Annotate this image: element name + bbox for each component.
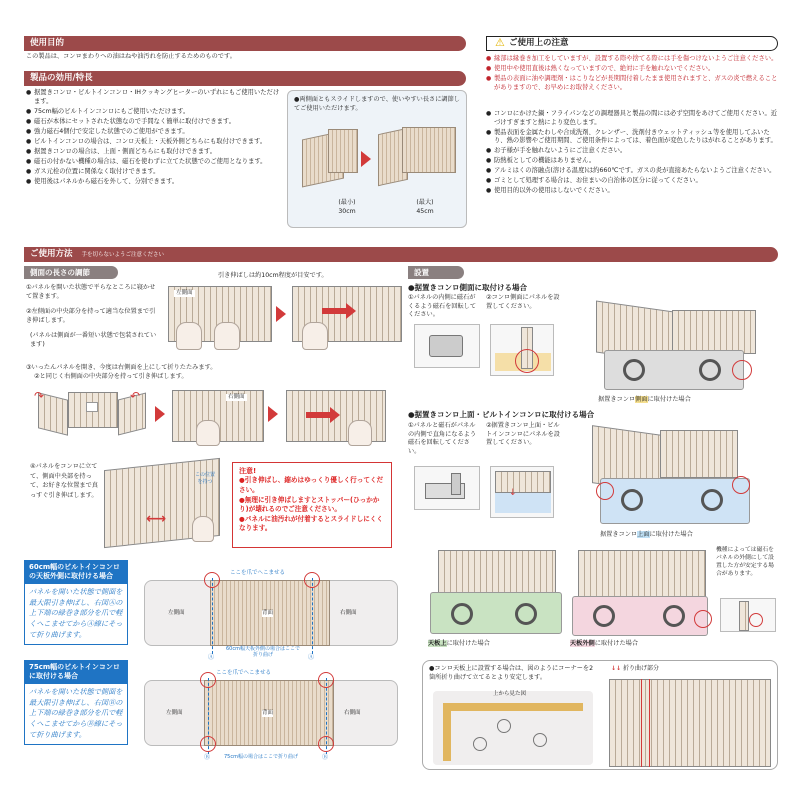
hand-icon — [192, 516, 214, 542]
fold60-circle-top-right — [304, 572, 320, 588]
feature-item: ● ビルトインコンロの場合は、コンロ天板上・天板外側どちらにも取付けできます。 — [26, 138, 280, 147]
max-label: (最大) — [416, 199, 434, 206]
feature-item: ● 据置きコンロ・ビルトインコンロ・IHクッキングヒーターのいずれにもご使用いただけます。 — [26, 89, 280, 106]
top-view-label: 上から見た図 — [493, 691, 527, 697]
caption-highlight: 上面 — [637, 531, 650, 538]
side-mount-photo — [582, 306, 776, 394]
panel-max-back — [402, 127, 456, 173]
pull-arrow-icon — [306, 412, 330, 418]
step2-note: (パネルは側面が一番短い状態で包装されています) — [30, 332, 157, 348]
fold60-text: パネルを開いた状態で側面を最大限引き伸ばし、右図Ⓐの上下端の緑巻き部分を爪で軽くへこませてからⒶ線にそって折り曲げます。 — [29, 586, 123, 640]
fold60-center-label: 背面 — [262, 610, 274, 616]
stove-icon — [604, 350, 744, 390]
magnet-outside-diagram — [720, 598, 776, 632]
caution-list — [486, 110, 778, 197]
fold-part-label — [611, 665, 659, 673]
highlight-circle — [515, 349, 539, 373]
highlight-circle — [732, 360, 752, 380]
install-top-step1: ①パネルと磁石がパネルの内側で直角になるよう磁石を回転してください。 — [408, 422, 477, 456]
magnet-rotated-icon — [451, 473, 461, 495]
step2-illustration-before — [168, 282, 272, 352]
left-side-label: 左側面 — [176, 290, 193, 296]
features-title: 製品の効用/特長 — [30, 73, 93, 83]
hand-icon — [176, 322, 202, 350]
fold75-circle-top-left — [200, 672, 216, 688]
hand-icon — [348, 420, 372, 446]
caution-item: ● お子様が手を触れないようにご注意ください。 — [486, 147, 778, 156]
panel-side-mount-illustration — [490, 324, 554, 376]
stretch-note: 引き伸ばしは約10cm程度が目安です。 — [218, 272, 328, 279]
caution-red-item: ● 使用中や使用直後は熱くなっていますので、絶対に手を触れないでください。 — [486, 65, 778, 74]
slide-note: ●両側面ともスライドしますので、使いやすい長さに調節してご使用いただけます。 — [294, 96, 460, 112]
burner-icon — [621, 489, 643, 511]
fold60-fold-line-left — [212, 578, 213, 654]
step3-fold-illustration — [30, 388, 150, 438]
feature-item: ● 強力磁石4個付で安定した状態でのご使用ができます。 — [26, 128, 280, 137]
side-length-title: 側面の長さの調節 — [30, 268, 90, 277]
howto-title: ご使用方法 — [30, 249, 73, 259]
arrow-right-icon — [268, 406, 278, 422]
fold60-right-label: 右側面 — [340, 610, 357, 616]
builtin-stove-icon — [430, 592, 562, 634]
fold75-mark-left: Ⓑ — [204, 754, 211, 761]
burner-icon — [473, 737, 487, 751]
howto-title-bar — [24, 247, 778, 262]
attention-title: 注意! — [239, 467, 257, 475]
attention-box — [232, 462, 392, 548]
step2-text: ②左側面の中央部分を持って適当な位置まで引き伸ばします。 — [26, 308, 156, 324]
burner-icon — [451, 603, 473, 625]
fold-panel-diagram — [609, 679, 771, 767]
step3-pull-illustration — [286, 386, 386, 448]
caption-part: に取付けた場合 — [446, 640, 490, 647]
caution-title-bar — [486, 36, 778, 51]
panel-top-edge — [443, 703, 583, 711]
fold60-card — [24, 560, 128, 645]
install-title-bar — [408, 266, 464, 279]
down-arrow-icon: ↓ — [509, 488, 517, 498]
pull-arrowhead-icon — [346, 303, 356, 319]
top-mount-photo — [582, 430, 776, 530]
stove-icon — [600, 478, 750, 524]
highlight-circle — [596, 482, 614, 500]
builtin-stove-icon — [572, 596, 708, 636]
burner-icon — [533, 733, 547, 747]
step3b-text: ②と同じく右側面の中央部分を持って引き伸ばします。 — [34, 373, 188, 380]
feature-item: ● 磁石の付かない機種の場合は、磁石を使わずに立てた状態でのご使用となります。 — [26, 158, 280, 167]
fold75-circle-bottom-right — [318, 736, 334, 752]
side-mount-caption — [598, 396, 691, 405]
fold75-text: パネルを開いた状態で側面を最大限引き伸ばし、右図Ⓑの上下端の緑巻き部分を爪で軽くへこませてからⒷ線にそって折り曲げます。 — [29, 686, 123, 740]
caption-part: に取付けた場合 — [594, 640, 639, 647]
install-top-head: ●据置きコンロ上面・ビルトインコンロに取付ける場合 — [408, 410, 595, 419]
burner-icon — [593, 605, 615, 627]
magnet-outside-illustration — [716, 546, 778, 632]
feature-item: ● 使用後はパネルから磁石を外して、分別できます。 — [26, 178, 280, 187]
panel-min-back — [328, 129, 358, 173]
rotate-arrow-icon: ↷ — [34, 389, 45, 403]
center-hint: この位置を持つ — [194, 472, 215, 485]
install-top-step2: ②据置きコンロ上面・ビルトインコンロにパネルを設置してください。 — [486, 422, 560, 447]
fold60-mark-left: Ⓐ — [208, 654, 215, 661]
step3a-text: ③いったんパネルを開き、今度は右側面を上にして折りたたみます。 — [26, 364, 217, 371]
fold60-left-label: 左側面 — [168, 610, 185, 616]
right-side-label: 右側面 — [228, 394, 245, 400]
install-side-step1: ①パネルの内側に磁石がくるよう磁石を回転してください。 — [408, 294, 477, 319]
step4-text: ④パネルをコンロに立てて、側面中央部を持って、お好きな位置まで真っすぐ引き伸ばします。 — [30, 463, 98, 499]
install-side-head: ●据置きコンロ側面に取付ける場合 — [408, 283, 528, 292]
stove-top-icon — [495, 493, 551, 513]
install-side-step2: ②コンロ側面にパネルを設置してください。 — [486, 294, 560, 310]
caution-red-list — [486, 55, 778, 94]
feature-item: ● 据置きコンロの場合は、上面・側面どちらにも取付けできます。 — [26, 148, 280, 157]
purpose-title-bar — [24, 36, 466, 51]
caution-red-item: ● 縁部は縁巻き加工をしていますが、設置する際や捨てる際には手を傷つけないようご注意ください。 — [486, 55, 778, 64]
caution-title: ご使用上の注意 — [509, 38, 569, 48]
pull-arrow-icon — [322, 308, 346, 314]
caution-item: ● 製品表面を金属たわしや合成洗剤、クレンザー、洗剤付きウェットティッシュ等を使用してふいたり、熱の影響やご使用期間、ご使用条件によっては、着色面が変色したりはがれることがあります。 — [486, 129, 778, 146]
magnet-right-angle-illustration — [414, 466, 480, 510]
hand-icon — [302, 322, 328, 350]
burner-icon — [663, 605, 685, 627]
fold60-title: 60cm幅のビルトインコンロの天板外側に取付ける場合 — [25, 561, 127, 584]
builtin-top-photo — [426, 546, 566, 638]
highlight-circle — [732, 476, 750, 494]
panel-edge — [739, 601, 749, 631]
warning-icon: ⚠ — [495, 36, 505, 49]
fold75-title: 75cm幅のビルトインコンロに取付ける場合 — [25, 661, 127, 684]
caption-part: に取付けた場合 — [649, 531, 693, 538]
builtin-outer-photo — [570, 546, 710, 638]
panel-top-mount-illustration — [490, 466, 554, 518]
builtin-outer-caption — [570, 640, 638, 649]
purpose-title: 使用目的 — [30, 38, 65, 48]
panel-photo-back — [672, 310, 756, 354]
min-label: (最小) — [338, 199, 356, 206]
fold60-hint-mid: 60cm幅天板外側の場合はここで折り曲げ — [226, 646, 300, 658]
down-arrow-icon: ↓↓ — [611, 665, 622, 672]
caution-item: ● 使用目的以外の使用はしないでください。 — [486, 187, 778, 196]
pull-arrowhead-icon — [330, 407, 340, 423]
fold75-circle-top-right — [318, 672, 334, 688]
magnet-rotate-illustration — [414, 324, 480, 368]
fold75-hint-top: ここを爪でへこませる — [216, 670, 272, 676]
caution-item: ● アルミはくの溶融点(溶ける温度)は約660℃です。ガスの炎が直接あたらないようご注意ください。 — [486, 167, 778, 176]
attention-item: ●パネルに油汚れが付着するとスライドしにくくなります。 — [239, 514, 384, 533]
caution-item: ● ゴミとして処理する場合は、お住まいの自治体の区分に従ってください。 — [486, 177, 778, 186]
feature-item: ● 75cm幅のビルトインコンロにもご使用いただけます。 — [26, 108, 280, 117]
caption-part: 据置きコンロ — [598, 396, 636, 403]
arrow-right-icon — [276, 306, 286, 322]
highlight-circle — [694, 610, 712, 628]
caution-item: ● コンロにかけた鍋・フライパンなどの調理器具と製品の間には必ず空間をあけてご使用ください。近づけすぎますと熱により変色します。 — [486, 110, 778, 127]
fold60-diagram — [140, 570, 402, 666]
features-list — [26, 89, 280, 188]
step3-grab-illustration — [172, 386, 264, 448]
corner-note: ●コンロ天板上に設置する場合は、図のようにコーナーを2箇所折り曲げて立てるとより安定します。 — [429, 665, 594, 681]
burner-icon — [497, 719, 511, 733]
burner-icon — [515, 603, 537, 625]
panel-photo-back — [438, 550, 556, 596]
install-title: 設置 — [414, 268, 429, 277]
top-view-diagram — [433, 691, 593, 765]
caption-highlight: 天板外側 — [570, 640, 595, 647]
feature-item: ● 磁石が本体にセットされた状態なので手間なく簡単に取付けできます。 — [26, 118, 280, 127]
caption-part: 据置きコンロ — [600, 531, 638, 538]
min-size — [332, 199, 362, 216]
double-arrow-icon: ⟷ — [146, 511, 167, 527]
caption-part: に取付けた場合 — [647, 396, 691, 403]
attention-item: ●引き伸ばし、縮めはゆっくり優しく行ってください。 — [239, 476, 384, 494]
fold75-card — [24, 660, 128, 745]
fold-line — [641, 679, 642, 767]
panel-photo-back — [660, 430, 738, 478]
caption-highlight: 天板上 — [428, 640, 447, 647]
panel-edge — [495, 471, 551, 493]
step4-illustration — [100, 458, 222, 548]
fold75-circle-bottom-left — [200, 736, 216, 752]
fold60-hint-top: ここを爪でへこませる — [230, 570, 286, 576]
caution-red-item: ● 製品の表面に油や調理剤・はこりなどが長期間付着したまま使用されますと、ガスの炎で燃えることがありますので、お早めにお取替えください。 — [486, 75, 778, 92]
max-value: 45cm — [416, 207, 434, 215]
fold-line — [649, 679, 650, 767]
caution-item: ● 防熱板としての機能はありません。 — [486, 157, 778, 166]
caption-highlight: 側面 — [635, 396, 648, 403]
features-title-bar — [24, 71, 466, 86]
arrow-right-icon — [361, 151, 371, 167]
magnet-icon — [429, 335, 463, 357]
top-mount-caption — [600, 531, 693, 540]
max-size — [410, 199, 440, 216]
howto-subtitle: 手を切らないようご注意ください — [81, 252, 164, 258]
step1-text: ①パネルを開いた状態で平らなところに寝かせて置きます。 — [26, 284, 156, 300]
fold75-mark-right: Ⓑ — [322, 754, 329, 761]
fold-part-text: 折り曲げ部分 — [622, 665, 659, 672]
step2-illustration-after — [292, 282, 402, 352]
fold75-left-label: 左側面 — [166, 710, 183, 716]
fold75-diagram — [140, 670, 402, 766]
highlight-circle — [749, 613, 763, 627]
purpose-text: この製品は、コンロまわりへの油はねや油汚れを防止するためのものです。 — [26, 53, 236, 60]
side-length-title-bar — [24, 266, 118, 279]
rotate-arrow-icon: ↶ — [130, 389, 141, 403]
burner-icon — [623, 359, 645, 381]
fold60-circle-top-left — [204, 572, 220, 588]
burner-icon — [699, 359, 721, 381]
fold75-right-label: 右側面 — [344, 710, 361, 716]
fold60-mark-right: Ⓐ — [308, 654, 315, 661]
panel-photo-back — [578, 550, 706, 600]
builtin-top-caption — [428, 640, 490, 649]
slide-illustration-box — [287, 90, 467, 228]
min-value: 30cm — [338, 207, 356, 215]
arrow-right-icon — [155, 406, 165, 422]
label-sticker — [86, 402, 98, 412]
burner-icon — [701, 489, 723, 511]
feature-item: ● ガス元栓の位置に関係なく取付けできます。 — [26, 168, 280, 177]
panel-side-edge — [443, 703, 451, 761]
magnet-note: 機種によっては磁石をパネルの外側にして設置した方が安定する場合があります。 — [716, 547, 774, 578]
corner-fold-box — [422, 660, 778, 770]
hand-icon — [214, 322, 240, 350]
attention-item: ●無理に引き伸ばしますとストッパー(ひっかかり)が壊れるのでご注意ください。 — [239, 495, 380, 514]
hand-icon — [196, 420, 220, 446]
fold60-fold-line-right — [312, 578, 313, 654]
fold75-hint-bottom: 75cm幅の場合はここで折り曲げ — [224, 754, 298, 760]
fold75-center-label: 背面 — [262, 710, 274, 716]
